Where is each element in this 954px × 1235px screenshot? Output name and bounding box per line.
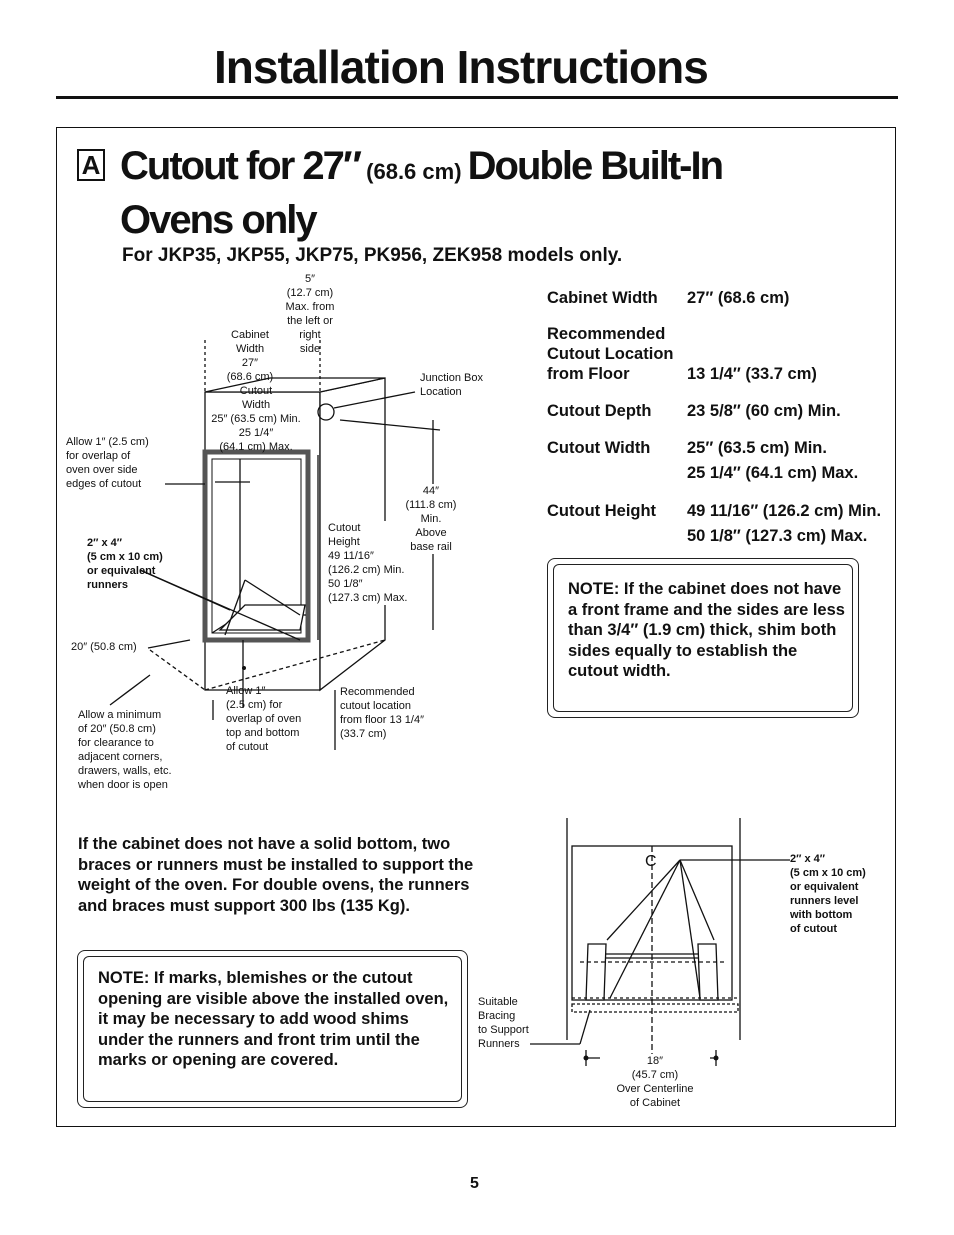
models-subtitle: For JKP35, JKP55, JKP75, PK956, ZEK958 models only. [122, 245, 623, 266]
junction-box-label: Junction Box Location [420, 372, 483, 398]
left-runner [586, 944, 606, 1000]
spec-cutout-location-value: 13 1/4″ (33.7 cm) [687, 365, 817, 383]
spec-cutout-width-value-2: 25 1/4″ (64.1 cm) Max. [687, 464, 859, 482]
section-title-unit: (68.6 cm) [360, 159, 468, 184]
clearance-label: Allow a minimum of 20″ (50.8 cm) for clearance to adjacent corners, drawers, walls, etc. when door is open [78, 709, 172, 791]
cutout-width-label: Cutout Width 25″ (63.5 cm) Min. 25 1/4″ (64.1 cm) Max. [211, 385, 301, 453]
section-title-part2: Double Built-In Ovens only [120, 144, 723, 242]
spec-cabinet-width-value: 27″ (68.6 cm) [687, 289, 790, 307]
centerline-symbol: C [645, 853, 657, 870]
spec-cutout-height-label: Cutout Height [547, 502, 657, 520]
eighteen-right-dot [714, 1056, 719, 1061]
allow-side-label: Allow 1″ (2.5 cm) for overlap of oven over side edges of cutout [66, 436, 149, 490]
section-letter: A [77, 149, 105, 181]
spec-cutout-location-label-2: Cutout Location [547, 345, 674, 363]
spec-cutout-width-value-1: 25″ (63.5 cm) Min. [687, 439, 827, 457]
spec-cabinet-width-label: Cabinet Width [547, 289, 658, 307]
runners-label: 2″ x 4″ (5 cm x 10 cm) or equivalent runners [87, 537, 163, 591]
forty-four-label: 44″ (111.8 cm) Min. Above base rail [398, 484, 464, 554]
bracing-leader-2 [580, 1010, 590, 1044]
cutout-height-label: Cutout Height 49 11/16″ (126.2 cm) Min. 50 1/8″ (127.3 cm) Max. [328, 522, 408, 604]
page-title: Installation Instructions [214, 41, 708, 93]
eighteen-inch-label: 18″ (45.7 cm) Over Centerline of Cabinet [600, 1054, 710, 1110]
page-number: 5 [470, 1175, 479, 1192]
spec-cutout-height-value-2: 50 1/8″ (127.3 cm) Max. [687, 527, 868, 545]
runner-leader-c [610, 860, 680, 998]
allow-top-label: Allow 1″ (2.5 cm) for overlap of oven top and bottom of cutout [226, 685, 302, 753]
marks-note-text: NOTE: If marks, blemishes or the cutout opening are visible above the installed oven, it may be necessary to add wood shims under the runners and front trim until the marks or opening are covered. [98, 969, 449, 1069]
runner-leader-a [607, 860, 680, 940]
rec-location-label: Recommended cutout location from floor 13 1/4″ (33.7 cm) [340, 686, 424, 740]
twenty-inch-label: 20″ (50.8 cm) [71, 641, 137, 653]
bracing-bar [572, 1004, 738, 1012]
runners-level-label: 2″ x 4″ (5 cm x 10 cm) or equivalent runners level with bottom of cutout [790, 853, 866, 935]
spec-cutout-height-value-1: 49 11/16″ (126.2 cm) Min. [687, 502, 882, 520]
spec-cutout-depth-value: 23 5/8″ (60 cm) Min. [687, 402, 841, 420]
spec-cutout-width-label: Cutout Width [547, 439, 651, 457]
runner-leader-d [680, 860, 714, 940]
runner-leader-b [680, 860, 700, 998]
spec-cutout-location-label-3: from Floor [547, 365, 630, 383]
bracing-label: Suitable Bracing to Support Runners [478, 996, 529, 1050]
shim-note-text: NOTE: If the cabinet does not have a front frame and the sides are less than 3/4″ (1.9 cm) thick, shim both sides equally to establish the cutout width. [568, 580, 845, 680]
section-title-part1: Cutout for 27″ [120, 144, 361, 188]
five-inch-label: 5″ (12.7 cm) Max. from the left or right side [285, 273, 335, 355]
eighteen-left-dot [584, 1056, 589, 1061]
right-runner [698, 944, 718, 1000]
braces-paragraph: If the cabinet does not have a solid bottom, two braces or runners must be installed to support the weight of the oven. For double ovens, the runners and braces must support 300 lbs (135 Kg). [78, 835, 474, 915]
spec-cutout-location-label-1: Recommended [547, 325, 666, 343]
cabinet-width-label: Cabinet Width 27″ (68.6 cm) [226, 329, 274, 383]
spec-cutout-depth-label: Cutout Depth [547, 402, 652, 420]
